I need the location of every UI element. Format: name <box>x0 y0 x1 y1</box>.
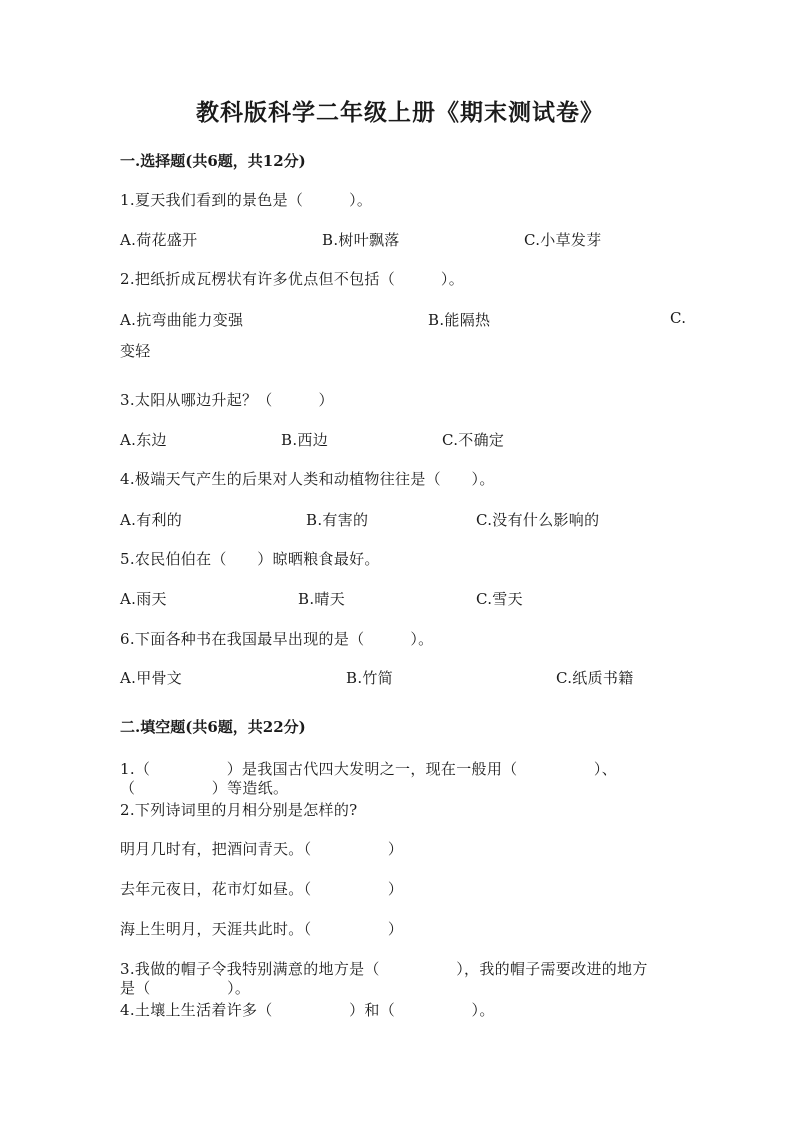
fill-question-2-poem-1: 明月几时有，把酒问青天。（ ） <box>120 840 404 858</box>
section-heading-choice: 一.选择题(共6题，共12分) <box>120 152 306 170</box>
question-2-option-b: B.能隔热 <box>428 311 491 329</box>
question-5-option-b: B.晴天 <box>298 590 345 608</box>
question-5-option-c: C.雪天 <box>476 590 523 608</box>
question-3-option-c: C.不确定 <box>442 431 505 449</box>
question-3-stem: 3.太阳从哪边升起？（ ） <box>120 391 334 409</box>
question-1-option-b: B.树叶飘落 <box>322 231 400 249</box>
question-2-option-a: A.抗弯曲能力变强 <box>120 311 244 329</box>
fill-question-4-stem: 4.土壤上生活着许多（ ）和（ ）。 <box>120 1001 495 1019</box>
question-4-option-c: C.没有什么影响的 <box>476 511 600 529</box>
fill-question-2-poem-2: 去年元夜日，花市灯如昼。（ ） <box>120 880 404 898</box>
question-4-option-a: A.有利的 <box>120 511 183 529</box>
question-2-option-c: C. <box>670 309 687 327</box>
question-5-option-a: A.雨天 <box>120 590 167 608</box>
question-6-option-b: B.竹简 <box>346 669 393 687</box>
fill-question-3-line-1: 3.我做的帽子令我特别满意的地方是（ ），我的帽子需要改进的地方 <box>120 960 648 978</box>
fill-question-2-poem-3: 海上生明月，天涯共此时。（ ） <box>120 920 404 938</box>
question-4-option-b: B.有害的 <box>306 511 369 529</box>
question-3-option-a: A.东边 <box>120 431 167 449</box>
question-6-stem: 6.下面各种书在我国最早出现的是（ ）。 <box>120 630 434 648</box>
question-2-stem: 2.把纸折成瓦楞状有许多优点但不包括（ ）。 <box>120 270 465 288</box>
question-4-stem: 4.极端天气产生的后果对人类和动植物往往是（ ）。 <box>120 470 495 488</box>
question-5-stem: 5.农民伯伯在（ ）晾晒粮食最好。 <box>120 550 380 568</box>
question-1-option-c: C.小草发芽 <box>524 231 602 249</box>
fill-question-3-line-2: 是（ ）。 <box>120 979 251 997</box>
question-6-option-a: A.甲骨文 <box>120 669 183 687</box>
question-1-stem: 1.夏天我们看到的景色是（ ）。 <box>120 191 373 209</box>
question-3-option-b: B.西边 <box>281 431 328 449</box>
fill-question-1-line-1: 1.（ ）是我国古代四大发明之一，现在一般用（ ）、 <box>120 760 618 778</box>
question-2-option-c-text: 变轻 <box>120 342 151 360</box>
section-heading-fill-in: 二.填空题(共6题，共22分) <box>120 718 306 736</box>
fill-question-1-line-2: （ ）等造纸。 <box>120 779 289 797</box>
question-6-option-c: C.纸质书籍 <box>556 669 634 687</box>
fill-question-2-stem: 2.下列诗词里的月相分别是怎样的? <box>120 801 358 819</box>
question-1-option-a: A.荷花盛开 <box>120 231 198 249</box>
page-title: 教科版科学二年级上册《期末测试卷》 <box>196 99 604 126</box>
